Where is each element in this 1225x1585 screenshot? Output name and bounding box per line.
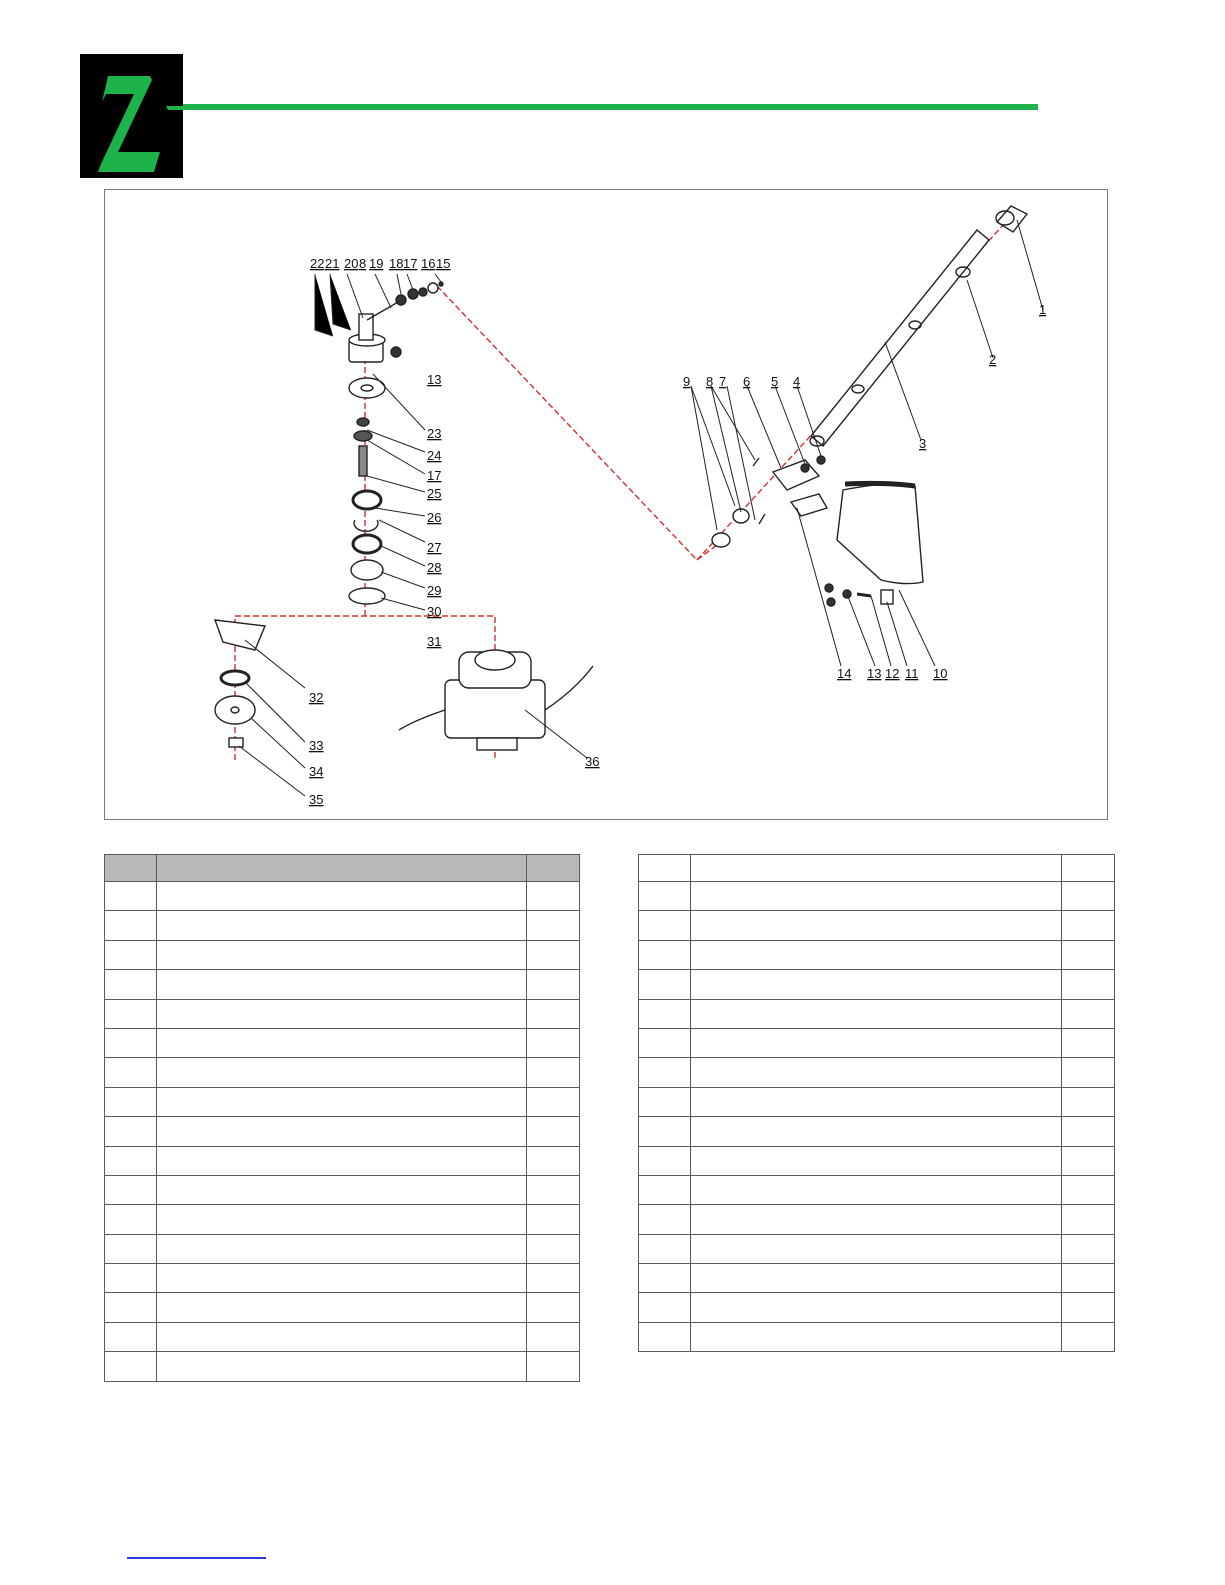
table-row: [105, 882, 580, 911]
callout-34: 34: [309, 764, 324, 779]
table-row: [105, 1234, 580, 1263]
table-row: [105, 911, 580, 940]
callout-16: 16: [421, 256, 436, 271]
callout-13b: 13: [867, 666, 882, 681]
callout-8b: 8: [706, 374, 714, 389]
callout-14: 14: [837, 666, 852, 681]
table-row: [105, 1264, 580, 1293]
callout-30: 30: [427, 604, 442, 619]
callout-5: 5: [771, 374, 779, 389]
callout-7: 7: [719, 374, 727, 389]
callout-11: 11: [905, 666, 919, 681]
callout-13: 13: [427, 372, 442, 387]
callout-17b: 17: [427, 468, 442, 483]
header-green-rule: [183, 104, 1038, 110]
exploded-parts-diagram: [104, 189, 1108, 820]
callout-22: 22: [310, 256, 325, 271]
callout-17: 17: [403, 256, 418, 271]
table-row: [105, 1205, 580, 1234]
table-row: [639, 999, 1115, 1028]
callout-19: 19: [369, 256, 384, 271]
callout-29: 29: [427, 583, 442, 598]
parts-list-table-left: [104, 854, 580, 1382]
callout-26: 26: [427, 510, 442, 525]
callout-labels: [309, 256, 1046, 807]
table-row: [105, 1322, 580, 1351]
table-row: [639, 1028, 1115, 1057]
table-row: [105, 1087, 580, 1116]
table-row: [105, 1146, 580, 1175]
callout-20: 20: [344, 256, 359, 271]
table-row: [105, 999, 580, 1028]
table-row: [105, 1028, 580, 1057]
callout-2: 2: [989, 352, 997, 367]
callout-33: 33: [309, 738, 324, 753]
table-row: [639, 882, 1115, 911]
table-row: [105, 940, 580, 969]
table-row: [639, 1293, 1115, 1322]
table-row: [105, 1058, 580, 1087]
footer-link-underline[interactable]: [127, 1557, 266, 1559]
callout-3: 3: [919, 436, 927, 451]
table-row: [639, 1117, 1115, 1146]
callout-15: 15: [436, 256, 451, 271]
table-row: [639, 911, 1115, 940]
callout-32: 32: [309, 690, 324, 705]
table-header-row: [105, 855, 580, 882]
table-row: [105, 1117, 580, 1146]
callout-10: 10: [933, 666, 948, 681]
table-row: [105, 1175, 580, 1204]
callout-4: 4: [793, 374, 801, 389]
parts-list-table-right: [638, 854, 1115, 1352]
table-row: [639, 1058, 1115, 1087]
table-row: [639, 1175, 1115, 1204]
table-row: [639, 970, 1115, 999]
callout-27: 27: [427, 540, 442, 555]
callout-28: 28: [427, 560, 442, 575]
company-logo: [80, 54, 183, 178]
callout-8: 8: [359, 256, 367, 271]
diagram-drawing: [105, 190, 1109, 821]
callout-24: 24: [427, 448, 442, 463]
callout-9: 9: [683, 374, 691, 389]
callout-6: 6: [743, 374, 751, 389]
table-row: [639, 1087, 1115, 1116]
table-row: [639, 940, 1115, 969]
table-row: [639, 1205, 1115, 1234]
table-header-row: [639, 855, 1115, 882]
table-row: [639, 1146, 1115, 1175]
table-row: [105, 1352, 580, 1381]
table-row: [639, 1322, 1115, 1351]
callout-23: 23: [427, 426, 442, 441]
table-row: [639, 1234, 1115, 1263]
callout-36: 36: [585, 754, 600, 769]
callout-35: 35: [309, 792, 324, 807]
table-row: [639, 1264, 1115, 1293]
table-row: [105, 1293, 580, 1322]
callout-25: 25: [427, 486, 442, 501]
callout-12: 12: [885, 666, 900, 681]
callout-31: 31: [427, 634, 442, 649]
callout-1: 1: [1039, 302, 1047, 317]
callout-21: 21: [325, 256, 340, 271]
callout-18: 18: [389, 256, 404, 271]
table-row: [105, 970, 580, 999]
